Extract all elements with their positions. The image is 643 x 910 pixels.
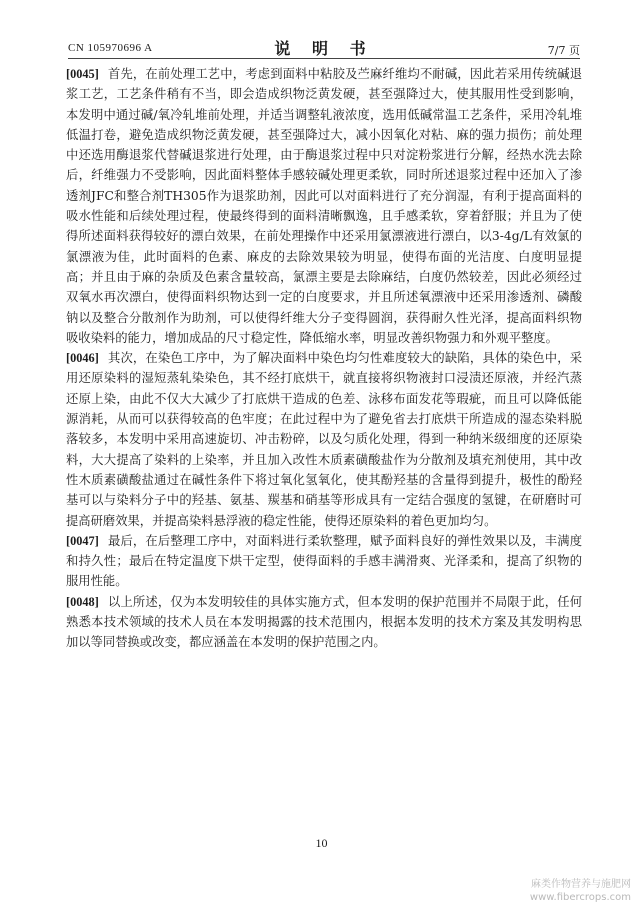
publication-number: CN 105970696 A <box>68 42 153 54</box>
paragraph-number: [0047] <box>66 533 99 548</box>
paragraph-number: [0048] <box>66 594 99 609</box>
paragraph-0047 <box>66 531 582 592</box>
paragraph-text: 以上所述，仅为本发明较佳的具体实施方式，但本发明的保护范围并不局限于此，任何熟悉本技术领域的技术人员在本发明揭露的技术范围内，根据本发明的技术方案及其发明构思加以等同替换或改变，都应涵盖在本发明的保护范围之内。 <box>66 594 582 650</box>
paragraph-text: 最后，在后整理工序中，对面料进行柔软整理，赋予面料良好的弹性效果以及，丰满度和持久性；最后在特定温度下烘干定型，使得面料的手感丰满滑爽、光泽柔和，提高了织物的服用性能。 <box>66 533 582 589</box>
watermark-site-name: 麻类作物营养与施肥网 <box>531 879 631 890</box>
paragraph-text: 其次，在染色工序中，为了解决面料中染色均匀性难度较大的缺陷，具体的染色中，采用还原染料的湿短蒸轧染染色，其不经打底烘干，就直接将织物液封口浸渍还原液，并经汽蒸还原上染，由此不仅大大减少了打底烘干造成的色差、泳移布面发花等瑕疵，而且可以降低能源消耗，从而可以获得较高的色牢度；在此过程中为了避免省去打底烘干所造成的湿态染料脱落较多，本发明中采用高速旋切、冲击粉碎，以及匀质化处理，得到一种纳米级细度的还原染料，大大提高了染料的上染率，并且加入改性木质素磺酸盐作为分散剂及填充剂使用，其中改性木质素磺酸盐通过在碱性条件下将过氧化氢氧化，使其酚羟基的含量得到提升，极性的酚羟基可以与染料分子中的羟基、氨基、羰基和硝基等形成具有一定结合强度的氢键，在研磨时可提高研磨效果，并提高染料悬浮液的稳定性能，使得还原染料的着色更加均匀。 <box>66 351 582 528</box>
paragraph-0046 <box>66 348 582 531</box>
page-indicator: 7/7 页 <box>547 44 580 57</box>
paragraph-text: 首先，在前处理工艺中，考虑到面料中粘胶及苎麻纤维均不耐碱，因此若采用传统碱退浆工艺，工艺条件稍有不当，即会造成织物泛黄发硬，甚至强降过大，使其服用性受到影响，本发明中通过碱/氧冷轧堆前处理，并适当调整轧液浓度，选用低碱常温工艺条件，采用冷轧堆低温打卷，避免造成织物泛黄发硬，甚至强降过大，减小因氧化对粘、麻的强力损伤；前处理中还选用酶退浆代替碱退浆进行处理，由于酶退浆过程中只对淀粉浆进行分解，经热水洗去除后，纤维强力不受影响，因此面料整体手感较碱处理更柔软，同时所述退浆过程中还加入了渗透剂JFC和整合剂TH305作为退浆助剂，因此可以对面料进行了充分润湿，有利于提高面料的吸水性能和后续处理过程，使最终得到的面料清晰飘逸，且手感柔软，穿着舒服；并且为了使得所述面料获得较好的漂白效果，在前处理操作中还采用氯漂液进行漂白，以3-4g/L有效氯的氯漂液为佳，此时面料的色素、麻皮的去除效果较为明显，使得布面的光洁度、白度明显提高；并且由于麻的杂质及色素含量较高，氯漂主要是去除麻结，白度仍然较差，因此必须经过双氧水再次漂白，使得面料织物达到一定的白度要求，并且所述氧漂液中还采用渗透剂、磷酸钠以及整合分散剂作为助剂，可以使得纤维大分子变得圆润，获得耐久性光泽，提高面料织物吸收染料的能力，增加成品的尺寸稳定性，降低缩水率，明显改善织物强力和外观平整度。 <box>66 67 582 345</box>
paragraph-0048 <box>66 592 582 653</box>
paragraph-number: [0046] <box>66 351 99 366</box>
paragraph-number: [0045] <box>66 67 99 81</box>
watermark-url: www.fibercrops.com <box>529 892 631 903</box>
paragraph-0045 <box>66 64 582 348</box>
document-body <box>66 64 582 653</box>
site-watermark <box>530 878 631 904</box>
page-header <box>68 36 580 59</box>
document-title: 说 明 书 <box>274 39 374 58</box>
page-number: 10 <box>315 836 328 850</box>
